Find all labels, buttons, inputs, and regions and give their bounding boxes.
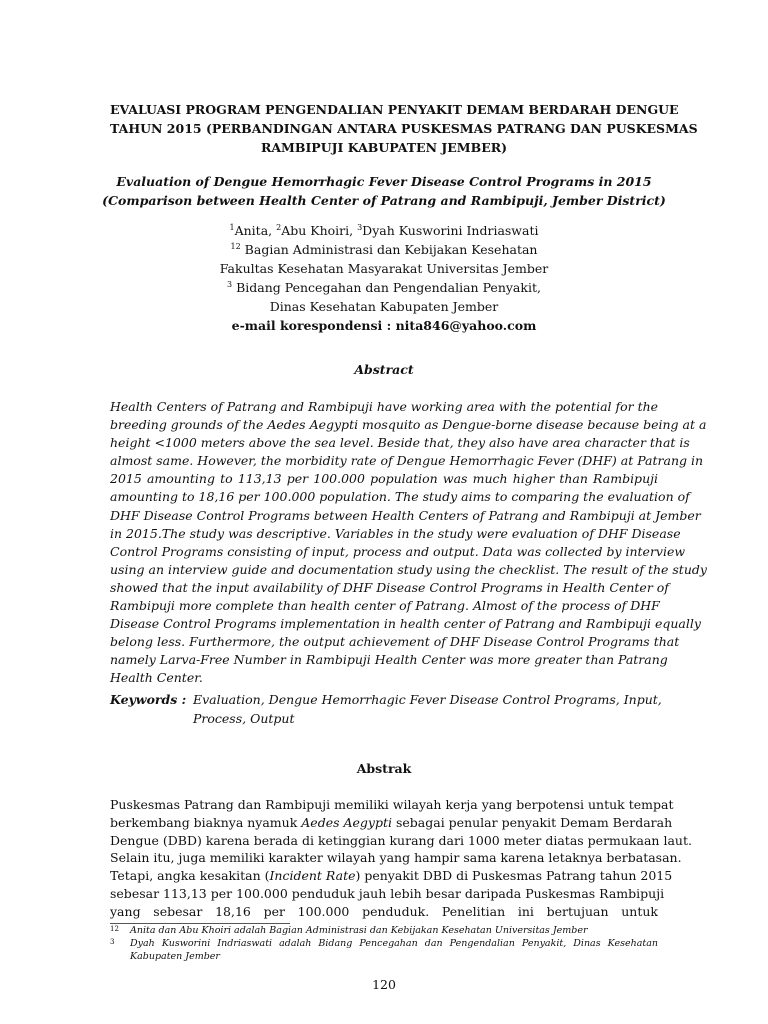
affiliation-1-line2: Fakultas Kesehatan Masyarakat Universitas Jember xyxy=(219,261,549,276)
footnotes xyxy=(110,924,658,963)
abstract-line: Disease Control Programs implementation in health center of Patrang and Rambipuji equally xyxy=(110,616,701,632)
footnote-2 xyxy=(110,937,658,963)
title-line: (Comparison between Health Center of Patrang and Rambipuji, Jember District) xyxy=(102,193,666,208)
abstract-line: Rambipuji more complete than health center of Patrang. Almost of the process of DHF xyxy=(110,598,660,614)
affiliation-text: Bagian Administrasi dan Kebijakan Kesehatan xyxy=(240,242,538,257)
page-number: 120 xyxy=(372,977,396,992)
abstrak-italic-term: Incident Rate xyxy=(269,868,356,884)
abstract-line: in 2015.The study was descriptive. Variables in the study were evaluation of DHF Disease xyxy=(110,525,681,541)
abstract-line: breeding grounds of the Aedes Aegypti mosquito as Dengue-borne disease because being at a xyxy=(110,417,707,433)
author-block xyxy=(100,221,668,335)
abstrak-text: ) penyakit DBD di Puskesmas Patrang tahun 2015 xyxy=(355,868,673,884)
abstrak-italic-term: Aedes Aegypti xyxy=(301,814,392,830)
footnote-text: Dyah Kusworini Indriaswati adalah Bidang Pencegahan dan Pengendalian Penyakit, Dinas Kesehatan xyxy=(130,938,658,949)
affiliation-2-line2: Dinas Kesehatan Kabupaten Jember xyxy=(269,299,499,314)
author-name: Dyah Kusworini Indriaswati xyxy=(362,223,539,238)
abstract-line: showed that the input availability of DHF Disease Control Programs in Health Center of xyxy=(110,579,669,595)
footnote-number: 12 xyxy=(110,925,119,933)
paper-title-indonesian xyxy=(110,100,698,157)
abstract-line: Control Programs consisting of input, process and output. Data was collected by interview xyxy=(110,543,686,559)
abstrak-line: sebesar 113,13 per 100.000 penduduk jauh lebih besar daripada Puskesmas Rambipuji xyxy=(110,885,665,901)
author-name: Anita, xyxy=(234,223,277,238)
abstrak-line: Selain itu, juga memiliki karakter wilayah yang hampir sama karena letaknya berbatasan. xyxy=(110,850,682,866)
author-sup: 3 xyxy=(357,222,363,232)
abstract-line: belong less. Furthermore, the output achievement of DHF Disease Control Programs that xyxy=(110,634,680,650)
footnote-text: Anita dan Abu Khoiri adalah Bagian Administrasi dan Kebijakan Kesehatan Universitas Jember xyxy=(130,925,588,936)
abstract-line: height <1000 meters above the sea level. Beside that, they also have area character that is xyxy=(110,435,690,451)
affiliation-1 xyxy=(100,240,668,259)
abstract-english xyxy=(110,398,707,688)
abstract-line: 2015 amounting to 113,13 per 100.000 population was much higher than Rambipuji xyxy=(110,471,658,487)
abstrak-text: sebagai penular penyakit Demam Berdarah xyxy=(392,814,673,830)
affiliation-sup: 12 xyxy=(230,241,241,251)
abstrak-heading: Abstrak xyxy=(356,761,412,776)
affiliation-text: Bidang Pencegahan dan Pengendalian Penyakit, xyxy=(232,280,541,295)
abstrak-line: Dengue (DBD) karena berada di ketinggian kurang dari 1000 meter diatas permukaan laut. xyxy=(110,832,692,848)
abstract-line: amounting to 18,16 per 100.000 population. The study aims to comparing the evaluation of xyxy=(110,489,690,505)
affiliation-sup: 3 xyxy=(227,279,233,289)
abstract-heading: Abstract xyxy=(354,362,414,377)
abstract-line: Health Centers of Patrang and Rambipuji have working area with the potential for the xyxy=(110,399,659,414)
keywords-line: Process, Output xyxy=(193,711,295,726)
abstrak-line xyxy=(110,867,673,885)
paper-title-english xyxy=(100,172,668,210)
affiliation-2 xyxy=(100,278,668,297)
abstrak-text: Tetapi, angka kesakitan ( xyxy=(110,868,270,884)
abstrak-line: yang sebesar 18,16 per 100.000 penduduk. Penelitian ini bertujuan untuk xyxy=(110,903,658,919)
title-line: EVALUASI PROGRAM PENGENDALIAN PENYAKIT DEMAM BERDARAH DENGUE xyxy=(110,102,679,117)
title-line: RAMBIPUJI KABUPATEN JEMBER) xyxy=(260,140,508,155)
keywords-list xyxy=(193,690,662,728)
abstract-line: DHF Disease Control Programs between Health Centers of Patrang and Rambipuji at Jember xyxy=(110,507,701,523)
author-names xyxy=(100,221,668,240)
author-sup: 1 xyxy=(229,222,235,232)
author-sup: 2 xyxy=(276,222,282,232)
footnote-number: 3 xyxy=(110,938,115,946)
correspondence-email: e-mail korespondensi : nita846@yahoo.com xyxy=(231,318,537,333)
abstrak-indonesian xyxy=(110,796,692,921)
keywords-line: Evaluation, Dengue Hemorrhagic Fever Disease Control Programs, Input, xyxy=(193,692,662,707)
title-line: Evaluation of Dengue Hemorrhagic Fever Disease Control Programs in 2015 xyxy=(116,174,652,189)
abstract-line: namely Larva-Free Number in Rambipuji Health Center was more greater than Patrang xyxy=(110,652,668,668)
abstract-line: using an interview guide and documentation study using the checklist. The result of the study xyxy=(110,561,707,577)
footnote-1 xyxy=(110,924,658,937)
abstract-line: almost same. However, the morbidity rate of Dengue Hemorrhagic Fever (DHF) at Patrang in xyxy=(110,453,704,469)
keywords-label: Keywords : xyxy=(110,692,187,707)
abstrak-text: berkembang biaknya nyamuk xyxy=(110,814,302,830)
author-name: Abu Khoiri, xyxy=(281,223,358,238)
footnote-text: Kabupaten Jember xyxy=(130,951,220,962)
abstrak-line: Puskesmas Patrang dan Rambipuji memiliki wilayah kerja yang berpotensi untuk tempat xyxy=(110,797,674,812)
abstract-line: Health Center. xyxy=(110,670,203,686)
abstrak-line xyxy=(110,814,673,832)
title-line: TAHUN 2015 (PERBANDINGAN ANTARA PUSKESMAS PATRANG DAN PUSKESMAS xyxy=(110,121,698,136)
